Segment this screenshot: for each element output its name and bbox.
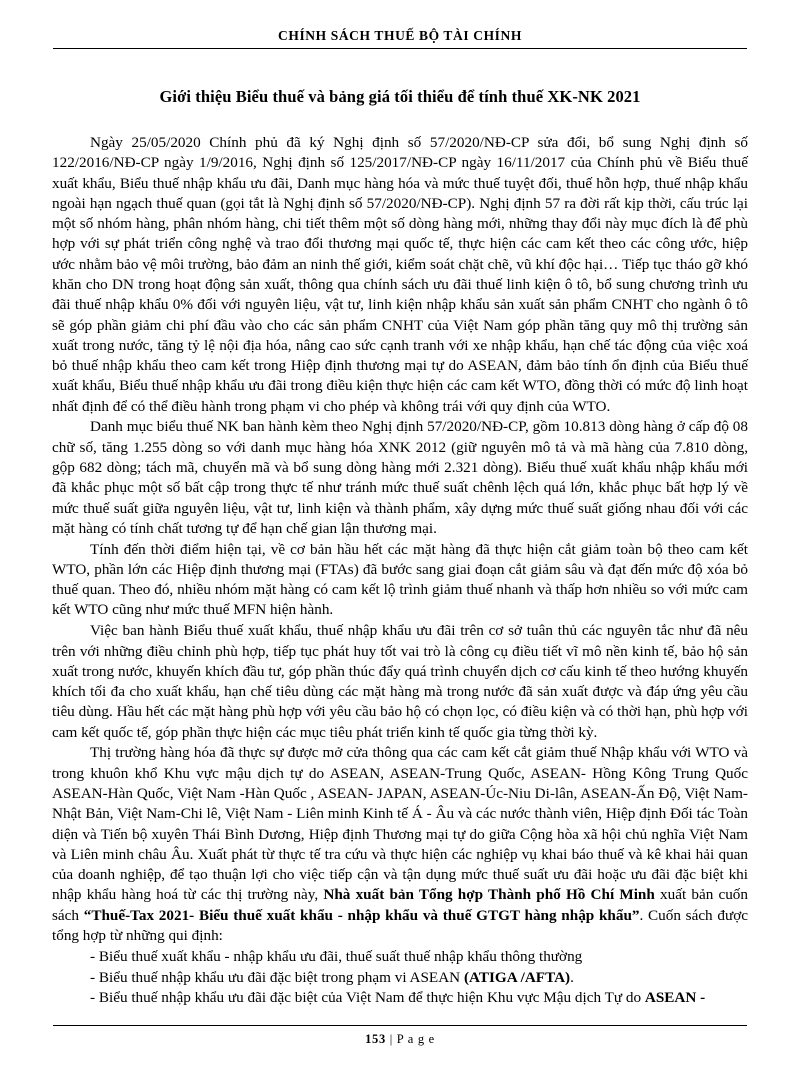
- list-item-text-b: .: [570, 968, 574, 986]
- publisher-name: Nhà xuất bản Tổng hợp Thành phố Hồ Chí Minh: [323, 886, 655, 904]
- book-title: “Thuế-Tax 2021- Biểu thuế xuất khẩu - nhập khẩu và thuế GTGT hàng nhập khẩu”: [83, 906, 640, 924]
- footer-page-info: [52, 1032, 748, 1047]
- paragraph-5-text-b: xuất bản cuốn sách: [52, 886, 748, 924]
- page-footer: [52, 1017, 748, 1047]
- paragraph-3: Tính đến thời điểm hiện tại, về cơ bản hầu hết các mặt hàng đã thực hiện cắt giảm toàn bộ theo cam kết WTO, phần lớn các Hiệp định thương mại (FTAs) đã bước sang giai đoạn cắt giảm sâu và đạt đến mức độ xóa bỏ thuế quan. Theo đó, nhiều nhóm mặt hàng có cam kết lộ trình giảm thuế nhanh và thấp hơn nhiều so với mức cam kết WTO cũng như mức thuế MFN hiện hành.: [52, 540, 748, 619]
- page-label: | P a g e: [389, 1032, 435, 1046]
- list-item-emphasis: ASEAN -: [644, 989, 706, 1007]
- paragraph-2: Danh mục biểu thuế NK ban hành kèm theo Nghị định 57/2020/NĐ-CP, gồm 10.813 dòng hàng ở cấp độ 08 chữ số, tăng 1.255 dòng so với danh mục hàng hóa XNK 2012 (giữ nguyên mô tả và mã hàng của 7.810 dòng, gộp 682 dòng; tách mã, chuyển mã và bổ sung dòng hàng mới 2.321 dòng). Biểu thuế xuất khẩu nhập khẩu mới đã khắc phục một số bất cập trong thực tế như tránh mức thuế suất chênh lệch quá lớn, khắc phục bất hợp lý về mức thuế suất giữa nguyên liệu, vật tư, linh kiện và thành phẩm, xây dựng mức thuế suất giống nhau đối với các mặt hàng có tính chất tương tự để hạn chế gian lận thương mại.: [52, 418, 748, 537]
- paragraph-5-text-c: . Cuốn sách được tổng hợp từ những qui định:: [52, 906, 748, 944]
- paragraph-5-text-a: Thị trường hàng hóa đã thực sự được mở cửa thông qua các cam kết cắt giảm thuế Nhập khẩu với WTO và trong khuôn khổ Khu vực mậu dịch tự do ASEAN, ASEAN-Trung Quốc, ASEAN- Hồng Kông Trung Quốc ASEAN-Hàn Quốc, Việt Nam -Hàn Quốc , ASEAN- JAPAN, ASEAN-Úc-Niu Di-lân, ASEAN-Ấn Độ, Việt Nam-Nhật Bản, Việt Nam-Chi lê, Việt Nam - Liên minh Kinh tế Á - Âu và các nước thành viên, Hiệp định Đối tác Toàn diện và Tiến bộ xuyên Thái Bình Dương, Hiệp định Thương mại tự do giữa Cộng hòa xã hội chủ nghĩa Việt Nam và Liên minh châu Âu. Xuất phát từ thực tế tra cứu và thực hiện các nghiệp vụ khai báo thuế và kê khai hải quan của doanh nghiệp, để tạo thuận lợi cho việc tiếp cận và tận dụng mức thuế suất ưu đãi hoặc ưu đãi đặc biệt khi nhập khẩu hàng hoá từ các thị trường này,: [52, 744, 748, 904]
- paragraph-5: [52, 743, 748, 946]
- list-item-text-a: - Biểu thuế nhập khẩu ưu đãi đặc biệt trong phạm vi ASEAN: [90, 968, 464, 986]
- paragraph-4: Việc ban hành Biểu thuế xuất khẩu, thuế nhập khẩu ưu đãi trên cơ sở tuân thủ các nguyên tắc như đã nêu trên với những điều chỉnh phù hợp, tiếp tục phát huy tốt vai trò là công cụ điều tiết vĩ mô nền kinh tế, bảo hộ sản xuất trong nước, khuyến khích đầu tư, góp phần thúc đẩy quá trình chuyển dịch cơ cấu kinh tế theo hướng khuyến khích tối đa cho xuất khẩu, hạn chế tiêu dùng các mặt hàng mà trong nước đã sản xuất được và đáp ứng yêu cầu tiêu dùng. Hầu hết các mặt hàng phù hợp với yêu cầu bảo hộ có chọn lọc, có điều kiện và có thời hạn, phù hợp với cam kết quốc tế, góp phần thực hiện các mục tiêu phát triển kinh tế quốc gia từng thời kỳ.: [52, 622, 748, 741]
- paragraph-1: Ngày 25/05/2020 Chính phủ đã ký Nghị định số 57/2020/NĐ-CP sửa đổi, bổ sung Nghị định số 122/2016/NĐ-CP ngày 1/9/2016, Nghị định số 125/2017/NĐ-CP ngày 16/11/2017 của Chính phủ về Biểu thuế xuất khẩu, Biểu thuế nhập khẩu ưu đãi, Danh mục hàng hóa và mức thuế tuyệt đối, thuế hỗn hợp, thuế nhập khẩu ngoài hạn ngạch thuế quan (gọi tắt là Nghị định số 57/2020/NĐ-CP). Nghị định 57 ra đời rất kịp thời, cấu trúc lại một số nhóm hàng, phân nhóm hàng, chi tiết thêm một số dòng hàng mới, những thay đổi này mục đích là để phù hợp với sự phát triển công nghệ và trao đổi thương mại quốc tế, thực hiện các cam kết theo các công ước, hiệp ước nhằm bảo vệ môi trường, bảo đảm an ninh thế giới, kiểm soát chặt chẽ, vũ khí độc hại… Tiếp tục tháo gỡ khó khăn cho DN trong hoạt động sản xuất, thông qua chính sách ưu đãi thuế linh kiện ô tô, bổ sung chương trình ưu đãi thuế nhập khẩu 0% đối với nguyên liệu, vật tư, linh kiện nhập khẩu sản xuất sản phẩm CNHT cho ngành ô tô sẽ góp phần giảm chi phí đầu vào cho các sản phẩm CNHT của Việt Nam góp phần tăng quy mô thị trường sản xuất trong nước, tăng tỷ lệ nội địa hóa, nâng cao sức cạnh tranh với xe nhập khẩu, hạn chế tác động của việc xoá bỏ thuế nhập khẩu theo cam kết trong Hiệp định thương mại tự do ASEAN, đảm bảo tính ổn định của Biểu thuế xuất khẩu, Biểu thuế nhập khẩu ưu đãi trong điều kiện thực hiện các cam kết WTO, đồng thời có mức độ linh hoạt nhất định để có thể điều hành trong phạm vi cho phép và không trái với quy định của WTO.: [52, 134, 748, 415]
- list-item-text-a: - Biểu thuế nhập khẩu ưu đãi đặc biệt của Việt Nam để thực hiện Khu vực Mậu dịch Tự do: [90, 989, 645, 1007]
- list-item: [52, 988, 748, 1008]
- document-body: [52, 133, 748, 1017]
- list-item: [52, 968, 748, 988]
- list-item-emphasis: (ATIGA /AFTA): [463, 968, 571, 986]
- page-number: 153: [365, 1032, 386, 1046]
- running-head: CHÍNH SÁCH THUẾ BỘ TÀI CHÍNH: [53, 28, 747, 49]
- list-item: - Biểu thuế xuất khẩu - nhập khẩu ưu đãi, thuế suất thuế nhập khẩu thông thường: [90, 947, 583, 965]
- page-title: Giới thiệu Biểu thuế và bảng giá tối thiểu để tính thuế XK-NK 2021: [159, 87, 641, 106]
- footer-divider: [53, 1025, 747, 1026]
